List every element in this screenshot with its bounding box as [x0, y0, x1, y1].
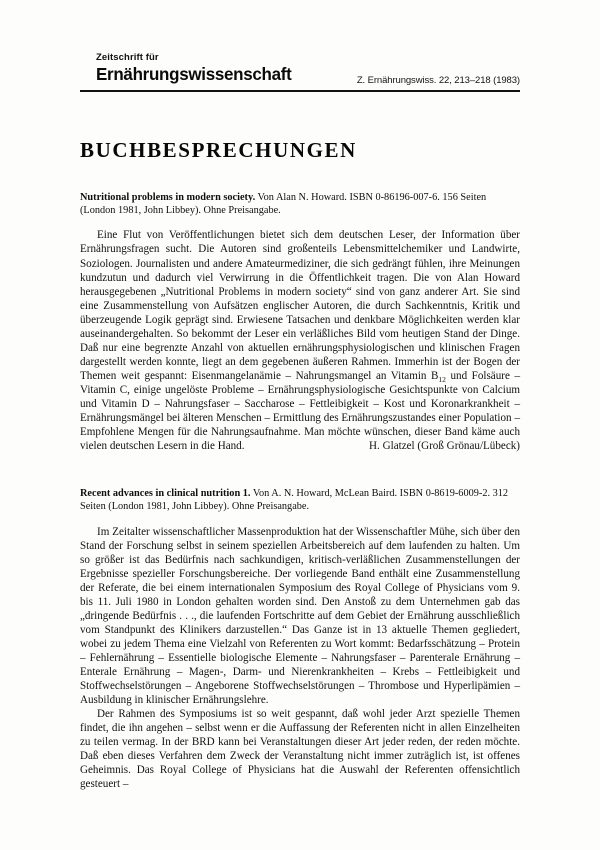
journal-title: Ernährungswissenschaft — [96, 64, 292, 84]
review-2-body — [80, 525, 520, 792]
masthead-divider — [80, 90, 520, 92]
book-review-1 — [80, 191, 520, 453]
review-1-heading — [80, 191, 520, 217]
page-title: BUCHBESPRECHUNGEN — [80, 138, 357, 162]
book-review-2 — [80, 487, 520, 791]
journal-kicker: Zeitschrift für — [96, 52, 159, 63]
journal-masthead — [80, 0, 520, 92]
review-1-text-part-1: Eine Flut von Veröffentlichungen bietet sich dem deutschen Leser, der Information über Ernährungsfragen sucht. Die Autoren sind großenteils Lebensmittelchemiker und Landwirte, Soziologen. Journalisten und andere Amateurmediziner, die sich gedrängt fühlen, ihre Meinungen kundzutun und dadurch viel Verwirrung in die Öffentlichkeit tragen. Die von Alan Howard herausgegebenen „Nutritional Problems in modern society“ sind von ganz anderer Art. Sie sind eine Zusammenstellung von Aufsätzen englischer Autoren, die durch Sachkenntnis, Kritik und überzeugende Logik geprägt sind. Erwiesene Tatsachen und denkbare Möglichkeiten werden klar auseinandergehalten. So bekommt der Leser ein verläßliches Bild vom heutigen Stand der Dinge. Daß nur eine begrenzte Anzahl von aktuellen ernährungsphysiologischen und klinischen Fragen dargestellt werden konnte, liegt an dem gegebenen äußeren Rahmen. Immerhin ist der Bogen der Themen weit gespannt: Eisenmangelanämie – Nahrungsmangel an Vitamin B — [80, 229, 520, 382]
review-1-publication-details: Von Alan N. Howard. ISBN 0-86196-007-6. 156 Seiten (London 1981, John Libbey). Ohne Preisangabe. — [80, 192, 487, 217]
review-1-book-title: Nutritional problems in modern society. — [80, 192, 256, 203]
review-1-text-part-2: und Folsäure – Vitamin C, einige ungelöste Probleme – Ernährungsphysiologische Gesichtspunkte von Calcium und Vitamin D – Nahrungsfaser – Saccharose – Fettleibigkeit – Kost und Koronarkrankheit – Ernährungsmängel bei älteren Menschen – Ermittlung des Ernährungszustandes einer Population – Empfohlene Mengen für die Nahrungsaufnahme. Man möchte wünschen, dieser Band käme auch vielen deutschen Lesern in die Hand. — [80, 369, 520, 453]
masthead-logo — [96, 52, 298, 84]
review-1-signature: H. Glatzel (Groß Grönau/Lübeck) — [369, 440, 520, 453]
review-1-subscript: 12 — [438, 375, 446, 385]
review-2-publication-details: Von A. N. Howard, McLean Baird. ISBN 0-8619-6009-2. 312 Seiten (London 1981, John Libbey). Ohne Preisangabe. — [80, 488, 509, 513]
review-1-body — [80, 228, 520, 453]
review-1-paragraph — [80, 228, 520, 453]
review-2-heading — [80, 487, 520, 513]
review-2-paragraph-1: Im Zeitalter wissenschaftlicher Massenproduktion hat der Wissenschaftler Mühe, sich über den Stand der Forschung selbst in seinem speziellen Arbeitsbereich auf dem laufenden zu halten. Um so größer ist das Bedürfnis nach sachkundigen, kritisch-verläßlichen Zusammenstellungen der Ergebnisse spezieller Forschungsbereiche. Der vorliegende Band enthält eine Zusammenstellung der Referate, die bei einem internationalen Symposium des Royal College of Physicians vom 9. bis 11. Juli 1980 in London gehalten worden sind. Den Anstoß zu dem Unternehmen gab das „dringende Bedürfnis . . ., die laufenden Fortschritte auf dem Gebiet der Ernährung ausschließlich vom Standpunkt des Klinikers darzustellen.“ Das Ganze ist in 13 aktuelle Themen gegliedert, wobei zu jedem Thema eine Vielzahl von Referenten zu Wort kommt: Bedarfsschätzung – Protein – Fehlernährung – Essentielle biologische Elemente – Nahrungsfaser – Parenterale Ernährung – Enterale Ernährung – Magen-, Darm- und Nierenkrankheiten – Krebs – Fettleibigkeit und Stoffwechselstörungen – Angeborene Stoffwechselstörungen – Thrombose und Hyperlipämien – Ausbildung in klinischer Ernährungslehre. — [80, 525, 520, 707]
review-2-book-title: Recent advances in clinical nutrition 1. — [80, 488, 251, 500]
journal-citation: Z. Ernährungswiss. 22, 213–218 (1983) — [356, 75, 520, 86]
page-content-column — [80, 0, 520, 791]
review-2-paragraph-2: Der Rahmen des Symposiums ist so weit gespannt, daß wohl jeder Arzt spezielle Themen findet, die ihn angehen – selbst wenn er die Auffassung der Referenten nicht in allen Einzelheiten zu teilen vermag. In der BRD kann bei Veranstaltungen dieser Art jeder reden, der reden möchte. Daß eben dieses Verfahren dem Zweck der Veranstaltung nicht immer zuträglich ist, ist offenes Geheimnis. Das Royal College of Physicians hat die Auswahl der Referenten offensichtlich gesteuert – — [80, 708, 520, 791]
